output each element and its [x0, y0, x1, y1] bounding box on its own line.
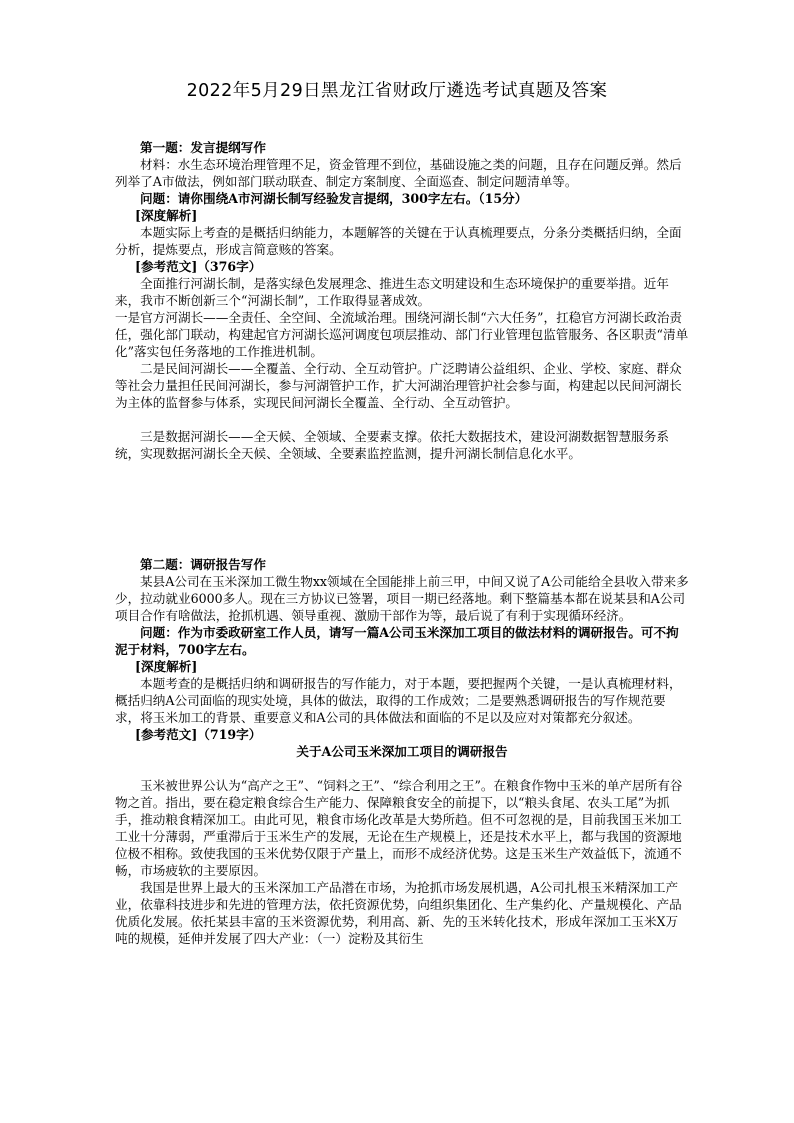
question-2-analysis: 本题考查的是概括归纳和调研报告的写作能力，对于本题，要把握两个关键，一是认真梳理材料，概括归纳A公司面临的现实处境，具体的做法，取得的工作成效；二是要熟悉调研报告的写作规范要求，将玉米加工的背景、重要意义和A公司的具体做法和面临的不足以及应对对策都充分叙述。 [115, 676, 682, 725]
question-1-prompt: 问题：请你围绕A市河湖长制写经验发言提纲，300字左右。（15分） [140, 191, 528, 206]
question-1-heading: 第一题：发言提纲写作 [140, 140, 266, 155]
question-2-analysis-label: [深度解析] [135, 659, 198, 674]
question-2-heading: 第二题：调研报告写作 [140, 557, 266, 572]
question-2-prompt: 问题：作为市委政研室工作人员，请写一篇A公司玉米深加工项目的做法材料的调研报告。可不拘泥于材料，700字左右。 [115, 625, 679, 657]
report-paragraph-1: 玉米被世界公认为“高产之王”、“饲料之王”、“综合利用之王”。在粮食作物中玉米的单产居所有谷物之首。指出，要在稳定粮食综合生产能力、保障粮食安全的前提下，以“粮头食尾、农头工尾”为抓手，推动粮食精深加工。由此可见，粮食市场化改革是大势所趋。但不可忽视的是，目前我国玉米加工工业十分薄弱，严重滞后于玉米生产的发展，无论在生产规模上，还是技术水平上，都与我国的资源地位极不相称。致使我国的玉米优势仅限于产量上，而形不成经济优势。这是玉米生产效益低下，流通不畅，市场疲软的主要原因。 [115, 778, 683, 878]
question-1-section [115, 139, 689, 462]
report-paragraph-2: 我国是世界上最大的玉米深加工产品潜在市场，为抢抓市场发展机遇，A公司扎根玉米精深加工产业，依靠科技进步和先进的管理方法，依托资源优势，向组织集团化、生产集约化、产量规模化、产品优质化发展。依托某县丰富的玉米资源优势，利用高、新、先的玉米转化技术，形成年深加工玉米X万吨的规模，延伸并发展了四大产业：（一）淀粉及其衍生 [115, 880, 682, 946]
question-1-answer-point-1: 一是官方河湖长——全责任、全空间、全流域治理。围绕河湖长制“六大任务”，扛稳官方河湖长政治责任，强化部门联动，构建起官方河湖长巡河调度包项层推动、部门行业管理包监管服务、各区职责“清单化”落实包任务落地的工作推进机制。 [115, 310, 689, 359]
question-2-section [115, 556, 689, 947]
question-1-answer-intro: 全面推行河湖长制，是落实绿色发展理念、推进生态文明建设和生态环境保护的重要举措。近年来，我市不断创新三个“河湖长制”，工作取得显著成效。 [115, 276, 669, 308]
question-1-material: 材料：水生态环境治理管理不足，资金管理不到位，基础设施之类的问题，且存在问题反弹。然后列举了A市做法，例如部门联动联查、制定方案制度、全面巡查、制定问题清单等。 [115, 157, 682, 189]
question-1-analysis-label: [深度解析] [135, 208, 198, 223]
question-1-reference-label: [参考范文]（376字） [135, 259, 262, 274]
document-title: 2022年5月29日黑龙江省财政厅遴选考试真题及答案 [186, 81, 608, 101]
question-1-answer-point-3: 三是数据河湖长——全天候、全领域、全要素支撑。依托大数据技术，建设河湖数据智慧服务系统，实现数据河湖长全天候、全领域、全要素监控监测，提升河湖长制信息化水平。 [115, 429, 669, 461]
report-title: 关于A公司玉米深加工项目的调研报告 [296, 744, 508, 759]
question-2-reference-label: [参考范文]（719字） [135, 727, 262, 742]
question-1-analysis: 本题实际上考查的是概括归纳能力，本题解答的关键在于认真梳理要点，分条分类概括归纳，全面分析，提炼要点，形成言简意赅的答案。 [115, 225, 682, 257]
question-2-material: 某县A公司在玉米深加工微生物xx领域在全国能排上前三甲，中间又说了A公司能给全县收入带来多少，拉动就业6000多人。现在三方协议已签署，项目一期已经落地。剩下整篇基本都在说某县和A公司项目合作有啥做法，抢抓机遇、领导重视、激励干部作为等，最后说了有利于实现循环经济。 [115, 574, 689, 623]
question-1-answer-point-2: 二是民间河湖长——全覆盖、全行动、全互动管护。广泛聘请公益组织、企业、学校、家庭、群众等社会力量担任民间河湖长，参与河湖管护工作，扩大河湖治理管护社会参与面，构建起以民间河湖长为主体的监督参与体系，实现民间河湖长全覆盖、全行动、全互动管护。 [115, 361, 682, 410]
